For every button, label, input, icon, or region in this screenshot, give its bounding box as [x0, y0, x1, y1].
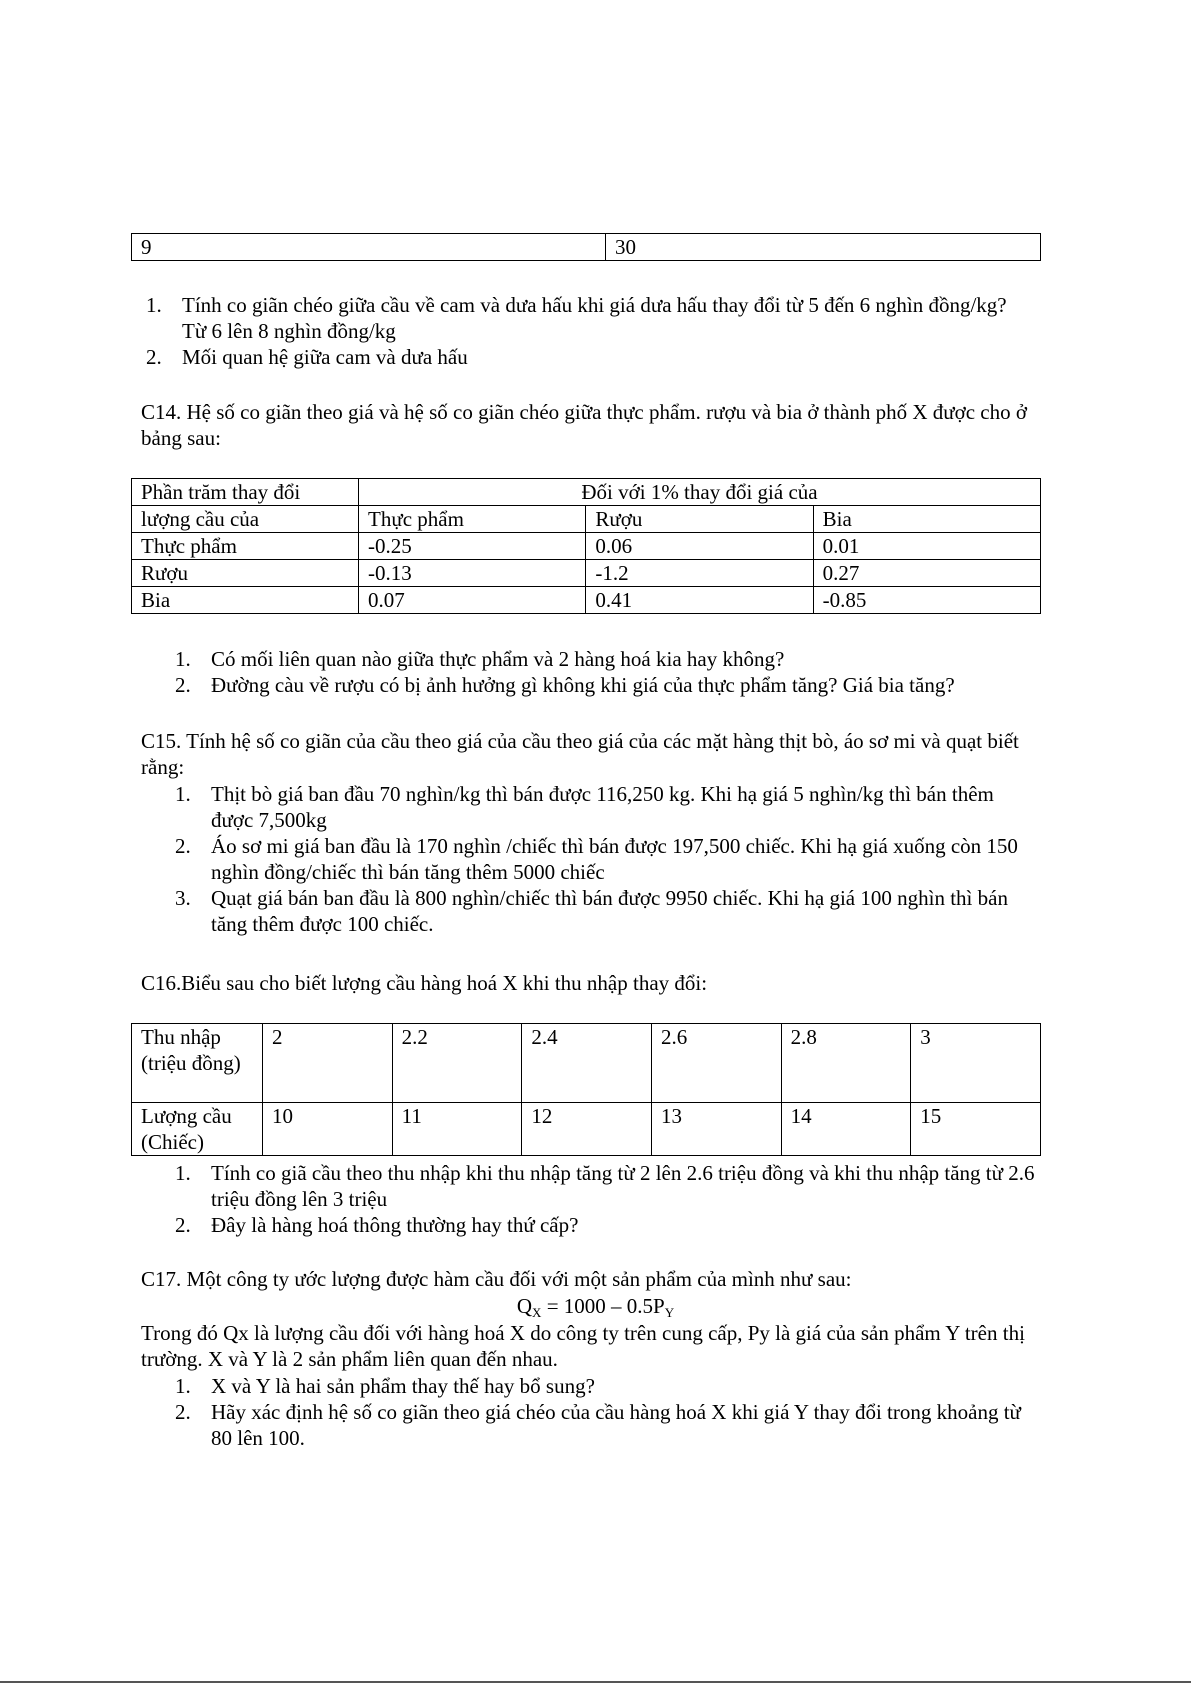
c14-header-left-1: Phần trăm thay đổi — [141, 480, 301, 504]
top-table-cell: 30 — [606, 234, 1041, 261]
list-number: 2. — [175, 1400, 191, 1424]
c14-header-span: Đối với 1% thay đổi giá của — [359, 479, 1041, 506]
c16-cell: 12 — [522, 1103, 652, 1156]
c14-cell: 0.27 — [813, 560, 1040, 587]
list-number: 1. — [175, 1374, 191, 1398]
top-table-cell: 9 — [132, 234, 606, 261]
c14-intro: C14. Hệ số co giãn theo giá và hệ số co giãn chéo giữa thực phẩm. rượu và bia ở thành phố X được cho ở bảng sau: — [141, 400, 1027, 450]
c16-cell: 2.2 — [392, 1024, 522, 1103]
c17-equation — [0, 1293, 1191, 1319]
c14-cell: -0.13 — [359, 560, 586, 587]
c16-cell: 11 — [392, 1103, 522, 1156]
list-text: Mối quan hệ giữa cam và dưa hấu — [182, 345, 468, 369]
c15-list — [175, 781, 1041, 937]
c14-cell: 0.41 — [586, 587, 813, 614]
c16-cell: 13 — [651, 1103, 781, 1156]
c14-header-left-cont — [132, 506, 359, 533]
list-number: 2. — [175, 1213, 191, 1237]
c14-table — [131, 478, 1041, 614]
c14-col-header: Rượu — [586, 506, 813, 533]
list-number: 2. — [146, 345, 162, 369]
list-text: Thịt bò giá ban đầu 70 nghìn/kg thì bán được 116,250 kg. Khi hạ giá 5 nghìn/kg thì bán thêm được 7,500kg — [211, 782, 994, 832]
c14-list — [175, 646, 1055, 698]
c16-list — [175, 1160, 1041, 1238]
list-item — [175, 781, 1041, 833]
list-item — [175, 1373, 1041, 1399]
list-text: Tính co giã cầu theo thu nhập khi thu nhập tăng từ 2 lên 2.6 triệu đồng và khi thu nhập tăng từ 2.6 triệu đồng lên 3 triệu — [211, 1161, 1035, 1211]
c14-header-left — [132, 479, 359, 506]
list-text: Đây là hàng hoá thông thường hay thứ cấp? — [211, 1213, 579, 1237]
c16-row-label: Thu nhập (triệu đồng) — [132, 1024, 263, 1103]
q13-list — [146, 292, 1026, 370]
list-number: 3. — [175, 886, 191, 910]
c17-body: Trong đó Qx là lượng cầu đối với hàng hoá X do công ty trên cung cấp, Py là giá của sản phẩm Y trên thị trường. X và Y là 2 sản phẩm liên quan đến nhau. — [141, 1321, 1025, 1371]
c14-cell: 0.01 — [813, 533, 1040, 560]
c16-cell: 15 — [911, 1103, 1041, 1156]
c17-intro: C17. Một công ty ước lượng được hàm cầu đối với một sản phẩm của mình như sau: — [141, 1267, 852, 1291]
c16-table — [131, 1023, 1041, 1156]
c14-cell: 0.07 — [359, 587, 586, 614]
c14-col-header: Bia — [813, 506, 1040, 533]
c14-cell: -1.2 — [586, 560, 813, 587]
list-text: Hãy xác định hệ số co giãn theo giá chéo của cầu hàng hoá X khi giá Y thay đổi trong khoảng từ 80 lên 100. — [211, 1400, 1021, 1450]
c16-cell: 2.4 — [522, 1024, 652, 1103]
eq-p-subscript: Y — [664, 1305, 675, 1320]
list-text: Đường càu về rượu có bị ảnh hưởng gì không khi giá của thực phẩm tăng? Giá bia tăng? — [211, 673, 955, 697]
table-row — [132, 533, 1041, 560]
c16-cell: 2.8 — [781, 1024, 911, 1103]
c15-intro: C15. Tính hệ số co giãn của cầu theo giá của cầu theo giá của các mặt hàng thịt bò, áo sơ mi và quạt biết rằng: — [141, 729, 1019, 779]
c14-col-header: Thực phẩm — [359, 506, 586, 533]
c16-cell: 2 — [263, 1024, 393, 1103]
c17-list — [175, 1373, 1041, 1451]
c14-cell: 0.06 — [586, 533, 813, 560]
list-number: 2. — [175, 673, 191, 697]
list-text: Quạt giá bán ban đầu là 800 nghìn/chiếc thì bán được 9950 chiếc. Khi hạ giá 100 nghìn thì bán tăng thêm được 100 chiếc. — [211, 886, 1008, 936]
table-row — [132, 560, 1041, 587]
eq-body: = 1000 – 0.5P — [541, 1294, 665, 1318]
table-row — [132, 1103, 1041, 1156]
list-number: 1. — [175, 782, 191, 806]
list-number: 1. — [175, 647, 191, 671]
page-bottom-rule — [0, 1681, 1191, 1683]
c14-row-label: Thực phẩm — [132, 533, 359, 560]
list-item — [175, 1399, 1041, 1451]
list-text: X và Y là hai sản phẩm thay thế hay bổ sung? — [211, 1374, 595, 1398]
c14-cell: -0.25 — [359, 533, 586, 560]
table-row — [132, 587, 1041, 614]
c16-cell: 14 — [781, 1103, 911, 1156]
c14-cell: -0.85 — [813, 587, 1040, 614]
list-number: 1. — [146, 293, 162, 317]
c16-row-label: Lượng cầu (Chiếc) — [132, 1103, 263, 1156]
table-row — [132, 1024, 1041, 1103]
c14-row-label: Rượu — [132, 560, 359, 587]
c16-intro: C16.Biểu sau cho biết lượng cầu hàng hoá X khi thu nhập thay đổi: — [141, 971, 708, 995]
list-text: Có mối liên quan nào giữa thực phẩm và 2 hàng hoá kia hay không? — [211, 647, 785, 671]
list-number: 1. — [175, 1161, 191, 1185]
c14-row-label: Bia — [132, 587, 359, 614]
list-text: Tính co giãn chéo giữa cầu về cam và dưa hấu khi giá dưa hấu thay đổi từ 5 đến 6 nghìn đồng/kg? Từ 6 lên 8 nghìn đồng/kg — [182, 293, 1007, 343]
list-item — [146, 344, 1026, 370]
eq-q: Q — [516, 1294, 533, 1318]
list-item — [175, 1212, 1041, 1238]
list-number: 2. — [175, 834, 191, 858]
list-item — [175, 646, 1055, 672]
list-item — [175, 833, 1041, 885]
list-item — [175, 885, 1041, 937]
c16-cell: 3 — [911, 1024, 1041, 1103]
list-item — [175, 672, 1055, 698]
list-item — [146, 292, 1026, 344]
list-text: Áo sơ mi giá ban đầu là 170 nghìn /chiếc thì bán được 197,500 chiếc. Khi hạ giá xuống còn 150 nghìn đồng/chiếc thì bán tăng thêm 5000 chiếc — [211, 834, 1018, 884]
c16-cell: 2.6 — [651, 1024, 781, 1103]
eq-q-subscript: X — [532, 1305, 542, 1320]
c16-cell: 10 — [263, 1103, 393, 1156]
top-table — [131, 233, 1041, 261]
list-item — [175, 1160, 1041, 1212]
c14-header-left-2: lượng cầu của — [141, 507, 260, 531]
